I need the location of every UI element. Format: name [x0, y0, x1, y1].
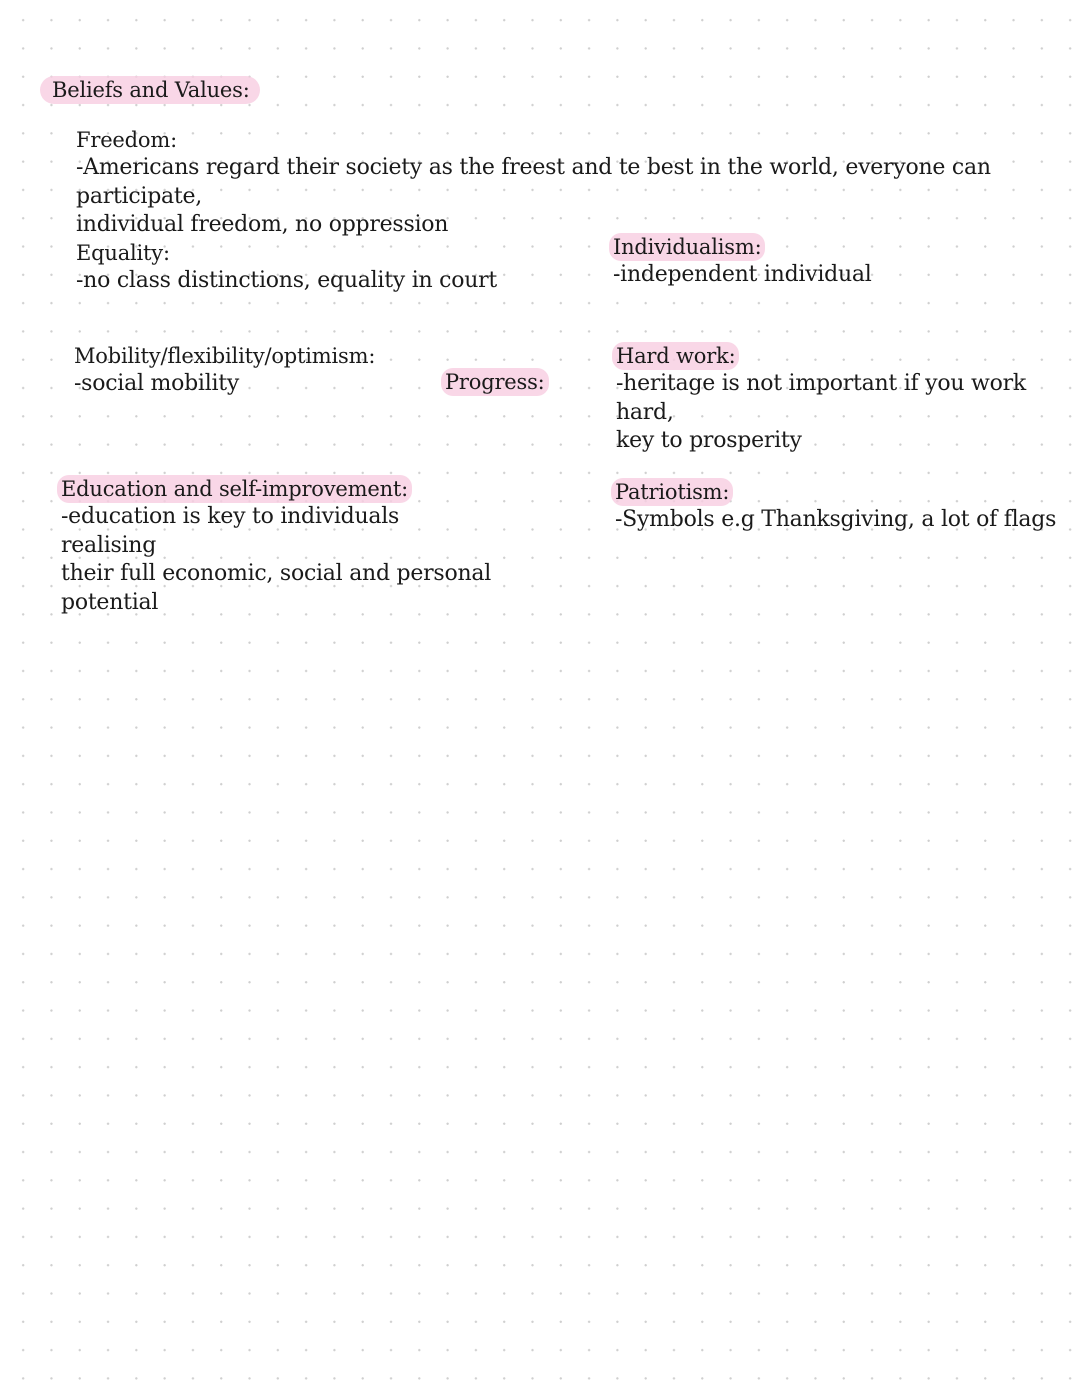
mobility-heading: Mobility/flexibility/optimism:: [74, 344, 376, 368]
hard-work-heading: Hard work:: [612, 342, 739, 370]
section-education: [57, 475, 497, 617]
patriotism-line-1: -Symbols e.g Thanksgiving, a lot of flags: [615, 507, 1057, 532]
section-hard-work: [612, 342, 1072, 456]
mobility-line-1: -social mobility: [74, 371, 240, 396]
freedom-line-2: individual freedom, no oppression: [76, 212, 449, 237]
page-title: Beliefs and Values:: [40, 76, 260, 104]
education-line-2: their full economic, social and personal: [61, 561, 492, 586]
section-equality: [72, 239, 572, 296]
freedom-heading: Freedom:: [76, 128, 177, 152]
freedom-line-1: -Americans regard their society as the freest and te best in the world, everyone can participate,: [76, 155, 991, 209]
education-heading: Education and self-improvement:: [57, 475, 412, 503]
patriotism-heading: Patriotism:: [611, 478, 733, 506]
individualism-line-1: -independent individual: [613, 262, 872, 287]
hard-work-line-2: key to prosperity: [616, 428, 802, 453]
section-mobility: [70, 342, 430, 399]
progress-heading: Progress:: [441, 368, 549, 396]
individualism-heading: Individualism:: [609, 233, 765, 261]
equality-line-1: -no class distinctions, equality in court: [76, 268, 497, 293]
hard-work-line-1: -heritage is not important if you work hard,: [616, 371, 1026, 425]
education-line-3: potential: [61, 589, 159, 615]
section-patriotism: [611, 478, 1071, 535]
education-line-1: -education is key to individuals realising: [61, 504, 400, 558]
equality-heading: Equality:: [76, 241, 170, 265]
section-freedom: [72, 126, 1072, 240]
section-progress: [441, 368, 561, 396]
section-individualism: [609, 233, 1069, 290]
